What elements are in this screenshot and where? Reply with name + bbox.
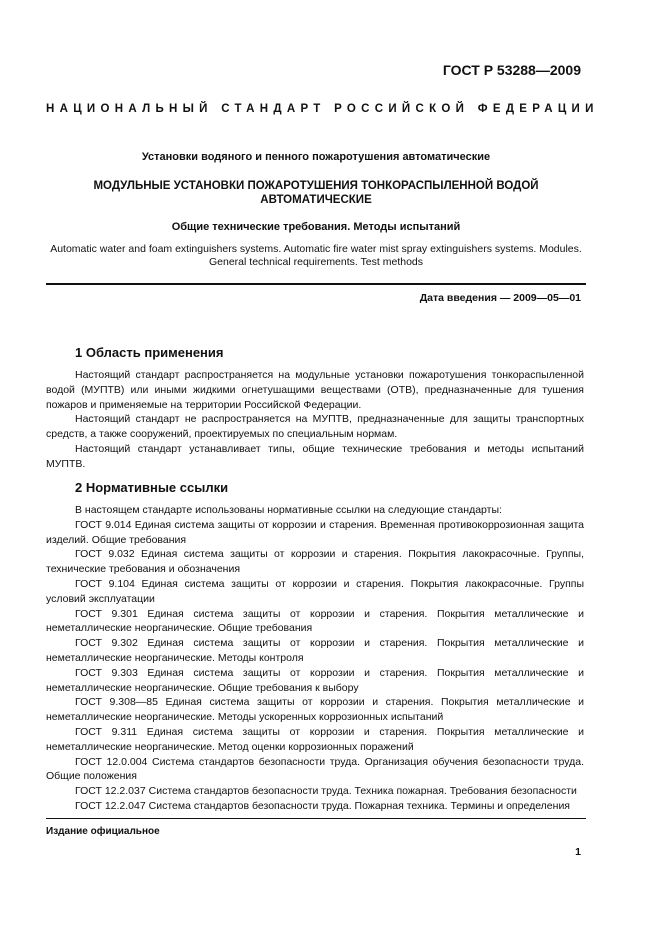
section-2-intro: В настоящем стандарте использованы нормативные ссылки на следующие стандарты: bbox=[75, 504, 502, 516]
gost-number: ГОСТ Р 53288—2009 bbox=[442, 62, 581, 78]
reference-item: ГОСТ 12.0.004 Система стандартов безопасности труда. Организация обучения безопасности труда. Общие положения bbox=[46, 755, 584, 783]
group-title: Установки водяного и пенного пожаротушения автоматические bbox=[141, 151, 491, 163]
reference-item: ГОСТ 12.2.037 Система стандартов безопасности труда. Техника пожарная. Требования безопасности bbox=[75, 785, 577, 798]
page-number: 1 bbox=[575, 846, 581, 858]
reference-item: ГОСТ 9.308—85 Единая система защиты от коррозии и старения. Покрытия металлические и неметаллические неорганические. Методы ускоренных коррозионных испытаний bbox=[46, 696, 584, 724]
footer-divider bbox=[46, 818, 586, 819]
reference-item: ГОСТ 9.301 Единая система защиты от коррозии и старения. Покрытия металлические и неметаллические неорганические. Общие требования bbox=[46, 607, 584, 635]
reference-item: ГОСТ 9.014 Единая система защиты от коррозии и старения. Временная противокоррозионная защита изделий. Общие требования bbox=[46, 518, 584, 546]
requirements-title: Общие технические требования. Методы испытаний bbox=[171, 221, 461, 233]
section-1-paragraph: Настоящий стандарт распространяется на модульные установки пожаротушения тонкораспыленной водой (МУПТВ) или иными жидкими огнетушащими веществами (ОТВ), предназначенные для тушения пожаров и применяемые на территории Российской Федерации. bbox=[46, 369, 584, 411]
reference-item: ГОСТ 9.311 Единая система защиты от коррозии и старения. Покрытия металлические и неметаллические неорганические. Метод оценки коррозионных поражений bbox=[46, 725, 584, 753]
reference-item: ГОСТ 9.302 Единая система защиты от коррозии и старения. Покрытия металлические и неметаллические неорганические. Методы контроля bbox=[46, 637, 584, 664]
national-standard-banner: НАЦИОНАЛЬНЫЙ СТАНДАРТ РОССИЙСКОЙ ФЕДЕРАЦИИ bbox=[46, 103, 599, 115]
edition-label: Издание официальное bbox=[46, 826, 160, 837]
introduction-date: Дата введения — 2009—05—01 bbox=[419, 292, 581, 304]
english-title: Automatic water and foam extinguishers systems. Automatic fire water mist spray extinguishers systems. Modules. General technical requirements. Test methods bbox=[50, 243, 582, 268]
reference-item: ГОСТ 12.2.047 Система стандартов безопасности труда. Пожарная техника. Термины и определения bbox=[75, 799, 570, 812]
reference-item: ГОСТ 9.104 Единая система защиты от коррозии и старения. Покрытия лакокрасочные. Группы условий эксплуатации bbox=[46, 577, 584, 605]
section-1-body bbox=[46, 368, 584, 472]
section-2-body bbox=[46, 503, 584, 814]
section-1-heading: 1 Область применения bbox=[75, 345, 224, 360]
title-divider bbox=[46, 283, 586, 285]
reference-item: ГОСТ 9.303 Единая система защиты от коррозии и старения. Покрытия металлические и неметаллические неорганические. Общие требования к выбору bbox=[46, 666, 584, 694]
main-title: МОДУЛЬНЫЕ УСТАНОВКИ ПОЖАРОТУШЕНИЯ ТОНКОРАСПЫЛЕННОЙ ВОДОЙ АВТОМАТИЧЕСКИЕ bbox=[93, 180, 539, 206]
section-1-paragraph: Настоящий стандарт не распространяется на МУПТВ, предназначенные для защиты транспортных средств, а также сооружений, проектируемых по специальным нормам. bbox=[46, 413, 584, 441]
section-2-heading: 2 Нормативные ссылки bbox=[75, 480, 229, 495]
reference-item: ГОСТ 9.032 Единая система защиты от коррозии и старения. Покрытия лакокрасочные. Группы, технические требования и обозначения bbox=[46, 548, 584, 576]
section-1-paragraph: Настоящий стандарт устанавливает типы, общие технические требования и методы испытаний МУПТВ. bbox=[46, 442, 584, 470]
